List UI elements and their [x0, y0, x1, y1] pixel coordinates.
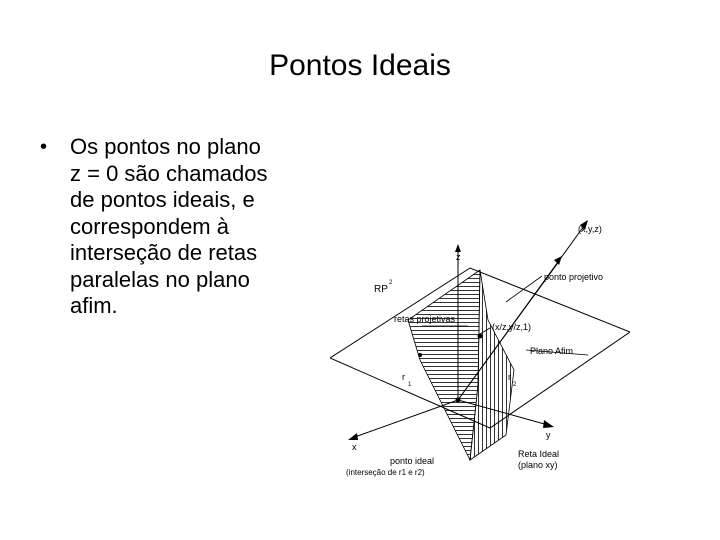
- bullet-line: correspondem à: [70, 213, 229, 239]
- label-r2-sub: 2: [513, 382, 517, 388]
- bullet-item: [70, 134, 330, 320]
- label-y-axis: y: [546, 430, 551, 440]
- projective-plane-diagram: [330, 210, 630, 490]
- leader-ponto-projetivo: [506, 276, 542, 302]
- affine-point-dot: [478, 334, 483, 339]
- bullet-dot: •: [40, 136, 48, 158]
- label-plano-xy: (plano xy): [518, 460, 558, 470]
- ideal-point-dot: [456, 398, 461, 403]
- x-axis: [352, 400, 458, 438]
- bullet-line: paralelas no plano: [70, 266, 250, 292]
- label-point-xyz: (x,y,z): [578, 224, 602, 234]
- label-retas-projetivas: retas projetivas: [394, 314, 456, 324]
- slide-title: Pontos Ideais: [269, 49, 451, 82]
- label-r1-sub: 1: [408, 382, 412, 388]
- projective-ray-2-arrow: [554, 256, 562, 265]
- y-axis-arrow: [543, 420, 554, 428]
- plane-r1-hatched: [408, 270, 480, 460]
- label-intersecao: (interseção de r1 e r2): [346, 468, 425, 477]
- label-x-axis: x: [352, 442, 357, 452]
- bullet-line: Os pontos no plano: [70, 134, 261, 159]
- label-r1: r: [402, 372, 405, 382]
- r1-point-dot: [418, 353, 422, 357]
- label-z-axis: z: [456, 252, 461, 262]
- label-rp2-sup: 2: [389, 280, 393, 286]
- label-ponto-projetivo: ponto projetivo: [544, 272, 604, 282]
- bullet-line: de pontos ideais, e: [70, 187, 255, 212]
- label-affine-point: (x/z,y/z,1): [492, 322, 532, 332]
- label-ponto-ideal: ponto ideal: [390, 456, 435, 466]
- label-reta-ideal: Reta Ideal: [518, 449, 560, 459]
- bullet-line: z = 0 são chamados: [70, 160, 268, 186]
- bullet-line: afim.: [70, 293, 118, 318]
- x-axis-arrow: [348, 433, 358, 440]
- label-r2: r: [508, 372, 511, 382]
- label-plano-afim: Plano Afim: [530, 346, 574, 356]
- z-axis-arrow: [455, 244, 461, 252]
- label-rp2: RP: [374, 284, 388, 295]
- bullet-line: interseção de retas: [70, 240, 258, 265]
